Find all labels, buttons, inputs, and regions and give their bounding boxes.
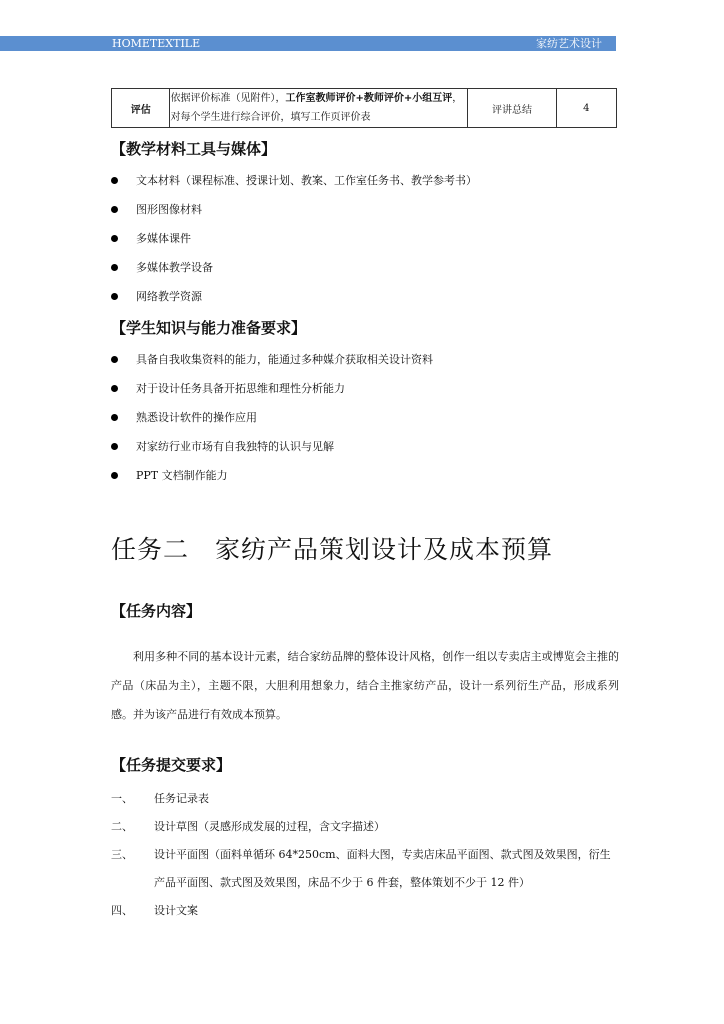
header-left-text: HOMETEXTILE <box>112 37 201 50</box>
eval-hours-cell: 4 <box>556 89 616 128</box>
list-item <box>111 897 621 925</box>
eval-criteria-cell <box>170 89 468 128</box>
task-content-heading: 【任务内容】 <box>111 602 202 620</box>
eval-criteria-post: ，对每个学生进行综合评价，填写工作页评价表 <box>170 93 463 123</box>
bullet-icon <box>111 235 118 242</box>
bullet-icon <box>111 472 118 479</box>
requirements-heading: 【学生知识与能力准备要求】 <box>111 319 307 337</box>
bullet-icon <box>111 293 118 300</box>
task-content-paragraph: 利用多种不同的基本设计元素，结合家纺品牌的整体设计风格，创作一组以专卖店主或博览会主推的产品（床品为主），主题不限，大胆利用想象力，结合主推家纺产品，设计一系列衍生产品，形成系列感。并为该产品进行有效成本预算。 <box>111 650 619 721</box>
list-item-text: 图形图像材料 <box>136 203 202 216</box>
list-item-text: 文本材料（课程标准、授课计划、教案、工作室任务书、教学参考书） <box>136 174 477 187</box>
list-item-number: 三、 <box>111 848 133 861</box>
bullet-icon <box>111 414 118 421</box>
list-item-text: 设计平面图（面料单循环 64*250cm、面料大图，专卖店床品平面图、款式图及效果图，衍生产品平面图、款式图及效果图，床品不少于 6 件套，整体策划不少于 12 件） <box>154 848 611 889</box>
eval-criteria-pre: 依据评价标准（见附件）， <box>170 93 286 104</box>
list-item-text: 多媒体课件 <box>136 232 191 245</box>
list-item-text: 多媒体教学设备 <box>136 261 213 274</box>
eval-method-cell: 评讲总结 <box>468 89 556 128</box>
list-item-number: 四、 <box>111 904 133 917</box>
submit-heading: 【任务提交要求】 <box>111 756 232 774</box>
bullet-icon <box>111 206 118 213</box>
bullet-icon <box>111 443 118 450</box>
header-bar <box>0 36 616 51</box>
task-title: 任务二 家纺产品策划设计及成本预算 <box>111 535 554 564</box>
materials-heading: 【教学材料工具与媒体】 <box>111 140 277 158</box>
eval-criteria-bold: 工作室教师评价+教师评价+小组互评 <box>285 93 453 104</box>
eval-label-cell: 评估 <box>112 89 170 128</box>
list-item-text: 对家纺行业市场有自我独特的认识与见解 <box>136 440 334 453</box>
list-item-text: 任务记录表 <box>154 792 209 805</box>
list-item <box>111 785 621 813</box>
list-item <box>111 841 621 897</box>
bullet-icon <box>111 177 118 184</box>
evaluation-table <box>111 88 617 128</box>
list-item-text: 熟悉设计软件的操作应用 <box>136 411 257 424</box>
list-item-text: 网络教学资源 <box>136 290 202 303</box>
table-row <box>112 89 617 128</box>
bullet-icon <box>111 385 118 392</box>
list-item-number: 二、 <box>111 820 133 833</box>
bullet-icon <box>111 356 118 363</box>
list-item <box>111 813 621 841</box>
list-item-text: PPT 文档制作能力 <box>136 469 228 482</box>
bullet-icon <box>111 264 118 271</box>
list-item-text: 设计草图（灵感形成发展的过程，含文字描述） <box>154 820 385 833</box>
submit-list <box>111 785 621 925</box>
header-right-text: 家纺艺术设计 <box>536 37 602 50</box>
list-item-text: 设计文案 <box>154 904 198 917</box>
list-item-text: 对于设计任务具备开拓思维和理性分析能力 <box>136 382 345 395</box>
list-item-text: 具备自我收集资料的能力，能通过多种媒介获取相关设计资料 <box>136 353 433 366</box>
list-item-number: 一、 <box>111 792 133 805</box>
